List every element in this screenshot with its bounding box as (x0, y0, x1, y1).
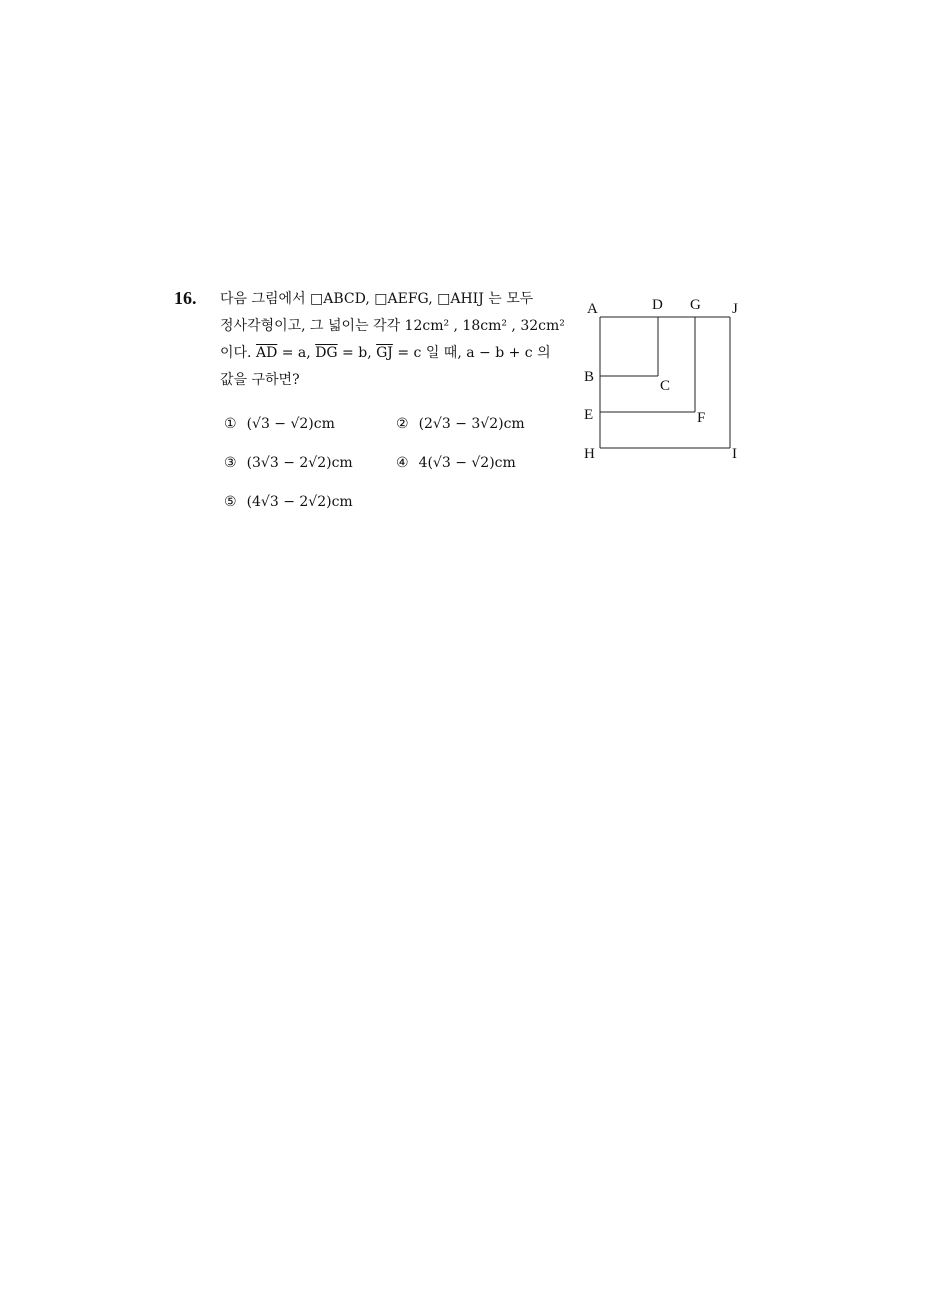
squares-figure (578, 292, 748, 467)
statement-line-1: 다음 그림에서 □ABCD, □AEFG, □AHIJ 는 모두 (220, 291, 534, 307)
segment-ad: $\overline{AD}$ (255, 345, 278, 361)
problem-statement (220, 286, 570, 394)
choice-marker: ⑤ (224, 494, 237, 510)
choice-5[interactable] (224, 494, 353, 510)
statement-text: 이다. (220, 345, 256, 361)
choice-marker: ④ (396, 455, 409, 471)
choice-text: (√3 − √2)cm (246, 416, 335, 432)
choice-4[interactable] (396, 455, 516, 471)
label-a: A (587, 301, 598, 317)
statement-line-2: 정사각형이고, 그 넓이는 각각 12cm² , 18cm² , 32cm² (220, 318, 565, 334)
choice-text: (4√3 − 2√2)cm (246, 494, 353, 510)
choice-1[interactable] (224, 416, 335, 432)
choice-3[interactable] (224, 455, 353, 471)
label-g: G (690, 297, 701, 313)
label-e: E (584, 407, 594, 423)
segment-gj: $\overline{GJ}$ (376, 345, 393, 361)
label-d: D (652, 297, 663, 313)
choice-text: (3√3 − 2√2)cm (246, 455, 353, 471)
label-c: C (660, 378, 671, 394)
label-b: B (584, 369, 595, 385)
statement-text: = a, (277, 345, 316, 361)
statement-line-3 (220, 340, 570, 367)
choice-text: 4(√3 − √2)cm (418, 455, 516, 471)
segment-dg: $\overline{DG}$ (315, 345, 338, 361)
choice-text: (2√3 − 3√2)cm (418, 416, 525, 432)
label-j: J (732, 301, 738, 317)
choice-marker: ② (396, 416, 409, 432)
choice-marker: ③ (224, 455, 237, 471)
label-h: H (584, 446, 595, 462)
statement-line-4: 값을 구하면? (220, 372, 300, 388)
label-f: F (697, 410, 706, 426)
problem-number: 16. (174, 288, 197, 308)
statement-text: = c 일 때, a − b + c 의 (392, 345, 551, 361)
label-i: I (732, 446, 737, 462)
statement-text: = b, (337, 345, 377, 361)
choice-2[interactable] (396, 416, 525, 432)
choice-marker: ① (224, 416, 237, 432)
